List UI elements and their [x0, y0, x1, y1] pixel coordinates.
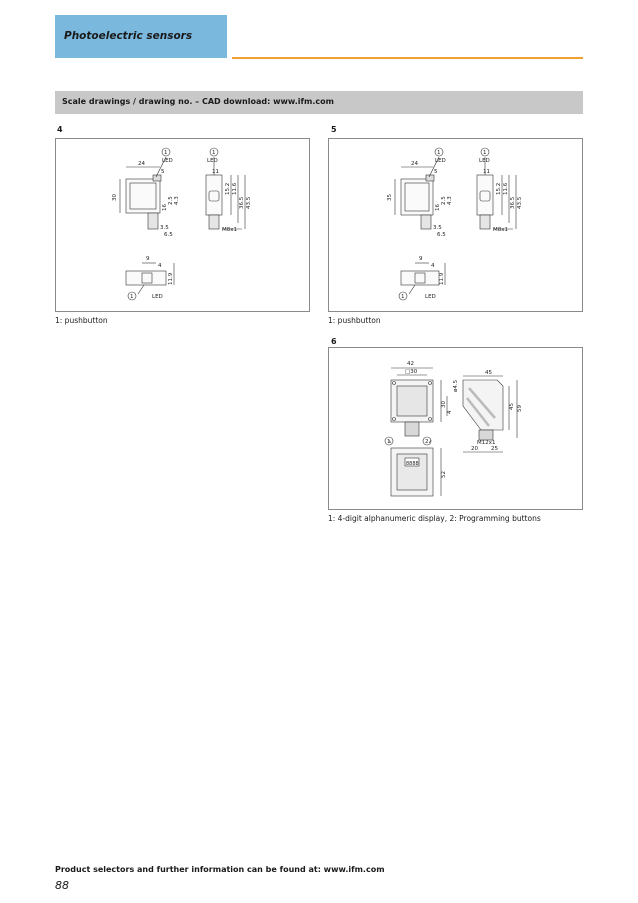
- fig5-led-b: LED: [479, 158, 490, 164]
- fig5-callout-1-a: 1: [437, 150, 441, 156]
- fig6-m12: M12x1: [477, 440, 496, 446]
- fig6-dim-4: 4: [447, 410, 453, 414]
- fig4-dim-16: 16: [162, 204, 168, 211]
- fig5-dim-35: 35: [387, 194, 393, 201]
- fig5-dim-24: 24: [411, 161, 418, 167]
- fig5-dim-11-9: 11.9: [439, 272, 445, 285]
- fig5-led-c: LED: [425, 294, 436, 300]
- header-rule: [232, 57, 583, 59]
- fig4-dim-30: 30: [112, 194, 118, 201]
- figure-4-number: 4: [57, 125, 63, 134]
- fig4-m8: M8x1: [222, 227, 237, 233]
- figure-6-drawing: [328, 347, 583, 510]
- fig5-dim-15-2: 15.2: [496, 182, 502, 195]
- fig6-dim-30: 30: [441, 401, 447, 408]
- fig4-dim-3-5: 3.5: [160, 225, 169, 231]
- figure-5-svg: [329, 139, 584, 313]
- fig4-dim-2-5: 2.5: [168, 196, 174, 205]
- fig6-dim-30sq: □30: [405, 369, 418, 375]
- figure-4-drawing: [55, 138, 310, 312]
- fig6-dim-59: 59: [517, 405, 523, 412]
- fig4-dim-15-2: 15.2: [225, 182, 231, 195]
- fig6-display-readout: 8888: [406, 461, 419, 467]
- fig5-dim-6-5: 6.5: [437, 232, 446, 238]
- fig5-dim-9: 9: [419, 256, 423, 262]
- fig6-dim-20: 20: [471, 446, 478, 452]
- footer-text: Product selectors and further information can be found at: www.ifm.com: [55, 865, 385, 874]
- fig5-dim-11-6: 11.6: [503, 182, 509, 195]
- fig5-led-a: LED: [435, 158, 446, 164]
- fig4-dim-4: 4: [158, 263, 162, 269]
- fig4-dim-4-3: 4.3: [174, 196, 180, 205]
- fig4-dim-36-5: 36.5: [239, 196, 245, 209]
- figure-4-svg: [56, 139, 311, 313]
- fig5-dim-4: 4: [431, 263, 435, 269]
- fig4-dim-6-5: 6.5: [164, 232, 173, 238]
- fig4-led-a: LED: [162, 158, 173, 164]
- fig6-dim-25: 25: [491, 446, 498, 452]
- fig6-callout-1: 1: [387, 439, 391, 445]
- fig5-dim-4-3: 4.3: [447, 196, 453, 205]
- fig5-dim-43-5: 43.5: [517, 196, 523, 209]
- fig4-dim-43-5: 43.5: [246, 196, 252, 209]
- fig6-dim-42: 42: [407, 361, 414, 367]
- fig5-dim-2-5: 2.5: [441, 196, 447, 205]
- fig6-dim-45-v: 45: [509, 403, 515, 410]
- figure-5-caption: 1: pushbutton: [328, 316, 381, 325]
- fig6-dim-52: 52: [441, 471, 447, 478]
- fig5-dim-5: 5: [434, 169, 438, 175]
- fig6-dim-45: 45: [485, 370, 492, 376]
- fig6-callout-2: 2: [425, 439, 429, 445]
- fig4-dim-11-9: 11.9: [168, 272, 174, 285]
- figure-6-number: 6: [331, 337, 337, 346]
- fig5-callout-1-c: 1: [401, 294, 405, 300]
- figure-5-number: 5: [331, 125, 337, 134]
- fig4-led-b: LED: [207, 158, 218, 164]
- fig5-dim-3-5: 3.5: [433, 225, 442, 231]
- fig4-dim-11-6: 11.6: [232, 182, 238, 195]
- fig4-dim-5: 5: [161, 169, 165, 175]
- page-section-title: Photoelectric sensors: [64, 30, 193, 42]
- section-title: Scale drawings / drawing no. – CAD download: www.ifm.com: [62, 97, 334, 106]
- fig4-led-c: LED: [152, 294, 163, 300]
- fig5-dim-36-5: 36.5: [510, 196, 516, 209]
- fig4-callout-1-a: 1: [164, 150, 168, 156]
- fig5-dim-16: 16: [435, 204, 441, 211]
- fig5-callout-1-b: 1: [483, 150, 487, 156]
- fig6-dim-4-5: ø4.5: [453, 379, 459, 392]
- figure-5-drawing: [328, 138, 583, 312]
- page-number: 88: [55, 879, 69, 892]
- fig4-dim-9: 9: [146, 256, 150, 262]
- fig5-m8: M8x1: [493, 227, 508, 233]
- fig4-callout-1-c: 1: [130, 294, 134, 300]
- figure-6-caption: 1: 4-digit alphanumeric display, 2: Programming buttons: [328, 514, 541, 523]
- fig4-dim-11: 11: [212, 169, 219, 175]
- fig5-dim-11: 11: [483, 169, 490, 175]
- figure-6-svg: [329, 348, 584, 511]
- fig4-dim-24: 24: [138, 161, 145, 167]
- fig4-callout-1-b: 1: [212, 150, 216, 156]
- figure-4-caption: 1: pushbutton: [55, 316, 108, 325]
